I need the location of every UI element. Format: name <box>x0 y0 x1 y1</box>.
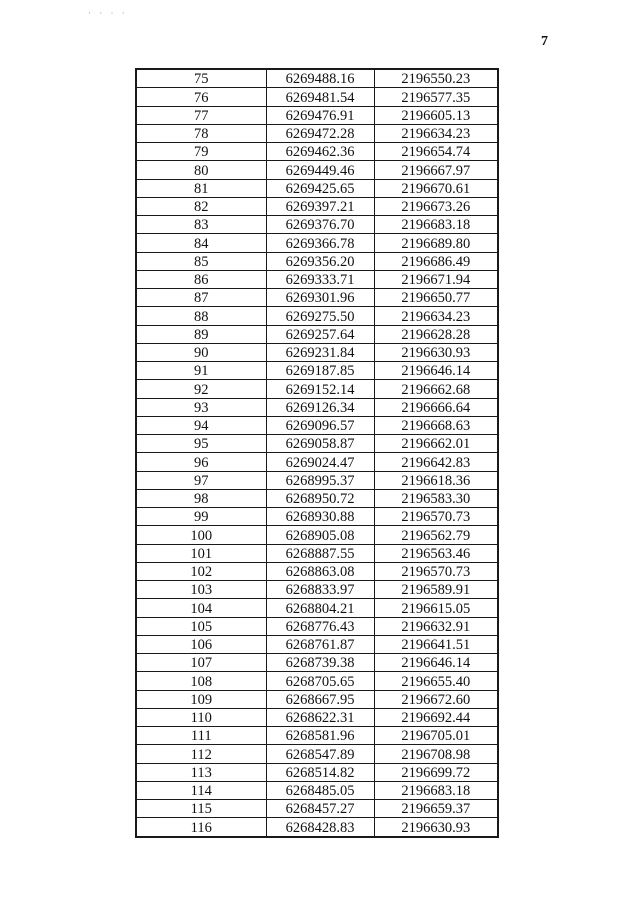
x-coordinate-cell: 6269333.71 <box>266 270 374 288</box>
y-coordinate-cell: 2196570.73 <box>374 508 498 526</box>
y-coordinate-cell: 2196654.74 <box>374 143 498 161</box>
table-row <box>136 307 498 325</box>
table-row <box>136 781 498 799</box>
table-row <box>136 362 498 380</box>
point-number-cell: 115 <box>136 800 266 818</box>
coordinates-table <box>135 68 499 838</box>
table-row <box>136 343 498 361</box>
point-number-cell: 106 <box>136 635 266 653</box>
point-number-cell: 102 <box>136 562 266 580</box>
x-coordinate-cell: 6268995.37 <box>266 471 374 489</box>
y-coordinate-cell: 2196589.91 <box>374 581 498 599</box>
x-coordinate-cell: 6269356.20 <box>266 252 374 270</box>
x-coordinate-cell: 6269096.57 <box>266 416 374 434</box>
y-coordinate-cell: 2196667.97 <box>374 161 498 179</box>
point-number-cell: 103 <box>136 581 266 599</box>
y-coordinate-cell: 2196668.63 <box>374 416 498 434</box>
y-coordinate-cell: 2196705.01 <box>374 727 498 745</box>
table-row <box>136 270 498 288</box>
y-coordinate-cell: 2196686.49 <box>374 252 498 270</box>
y-coordinate-cell: 2196570.73 <box>374 562 498 580</box>
y-coordinate-cell: 2196673.26 <box>374 197 498 215</box>
table-row <box>136 216 498 234</box>
point-number-cell: 84 <box>136 234 266 252</box>
point-number-cell: 109 <box>136 690 266 708</box>
table-row <box>136 690 498 708</box>
table-row <box>136 745 498 763</box>
x-coordinate-cell: 6269397.21 <box>266 197 374 215</box>
point-number-cell: 79 <box>136 143 266 161</box>
y-coordinate-cell: 2196699.72 <box>374 763 498 781</box>
point-number-cell: 107 <box>136 654 266 672</box>
x-coordinate-cell: 6269257.64 <box>266 325 374 343</box>
y-coordinate-cell: 2196672.60 <box>374 690 498 708</box>
x-coordinate-cell: 6268457.27 <box>266 800 374 818</box>
point-number-cell: 99 <box>136 508 266 526</box>
point-number-cell: 78 <box>136 124 266 142</box>
table-row <box>136 635 498 653</box>
y-coordinate-cell: 2196689.80 <box>374 234 498 252</box>
table-row <box>136 88 498 106</box>
point-number-cell: 86 <box>136 270 266 288</box>
y-coordinate-cell: 2196708.98 <box>374 745 498 763</box>
x-coordinate-cell: 6268667.95 <box>266 690 374 708</box>
y-coordinate-cell: 2196646.14 <box>374 654 498 672</box>
x-coordinate-cell: 6269481.54 <box>266 88 374 106</box>
y-coordinate-cell: 2196583.30 <box>374 489 498 507</box>
y-coordinate-cell: 2196659.37 <box>374 800 498 818</box>
x-coordinate-cell: 6269488.16 <box>266 69 374 88</box>
y-coordinate-cell: 2196628.28 <box>374 325 498 343</box>
x-coordinate-cell: 6268581.96 <box>266 727 374 745</box>
table-row <box>136 617 498 635</box>
point-number-cell: 98 <box>136 489 266 507</box>
table-row <box>136 398 498 416</box>
table-row <box>136 471 498 489</box>
table-row <box>136 763 498 781</box>
point-number-cell: 80 <box>136 161 266 179</box>
x-coordinate-cell: 6268833.97 <box>266 581 374 599</box>
x-coordinate-cell: 6268887.55 <box>266 544 374 562</box>
y-coordinate-cell: 2196650.77 <box>374 289 498 307</box>
y-coordinate-cell: 2196634.23 <box>374 307 498 325</box>
x-coordinate-cell: 6269449.46 <box>266 161 374 179</box>
point-number-cell: 113 <box>136 763 266 781</box>
y-coordinate-cell: 2196670.61 <box>374 179 498 197</box>
table-row <box>136 489 498 507</box>
table-row <box>136 581 498 599</box>
table-row <box>136 179 498 197</box>
y-coordinate-cell: 2196671.94 <box>374 270 498 288</box>
point-number-cell: 91 <box>136 362 266 380</box>
point-number-cell: 100 <box>136 526 266 544</box>
y-coordinate-cell: 2196646.14 <box>374 362 498 380</box>
point-number-cell: 81 <box>136 179 266 197</box>
point-number-cell: 90 <box>136 343 266 361</box>
y-coordinate-cell: 2196642.83 <box>374 453 498 471</box>
y-coordinate-cell: 2196577.35 <box>374 88 498 106</box>
point-number-cell: 93 <box>136 398 266 416</box>
y-coordinate-cell: 2196550.23 <box>374 69 498 88</box>
table-row <box>136 599 498 617</box>
x-coordinate-cell: 6268804.21 <box>266 599 374 617</box>
point-number-cell: 75 <box>136 69 266 88</box>
y-coordinate-cell: 2196692.44 <box>374 708 498 726</box>
table-row <box>136 526 498 544</box>
x-coordinate-cell: 6269462.36 <box>266 143 374 161</box>
point-number-cell: 82 <box>136 197 266 215</box>
point-number-cell: 85 <box>136 252 266 270</box>
point-number-cell: 96 <box>136 453 266 471</box>
x-coordinate-cell: 6269366.78 <box>266 234 374 252</box>
point-number-cell: 111 <box>136 727 266 745</box>
x-coordinate-cell: 6268428.83 <box>266 818 374 837</box>
y-coordinate-cell: 2196615.05 <box>374 599 498 617</box>
point-number-cell: 104 <box>136 599 266 617</box>
x-coordinate-cell: 6269425.65 <box>266 179 374 197</box>
y-coordinate-cell: 2196563.46 <box>374 544 498 562</box>
point-number-cell: 88 <box>136 307 266 325</box>
x-coordinate-cell: 6268776.43 <box>266 617 374 635</box>
x-coordinate-cell: 6269231.84 <box>266 343 374 361</box>
x-coordinate-cell: 6269301.96 <box>266 289 374 307</box>
x-coordinate-cell: 6269058.87 <box>266 435 374 453</box>
table-row <box>136 800 498 818</box>
y-coordinate-cell: 2196641.51 <box>374 635 498 653</box>
point-number-cell: 114 <box>136 781 266 799</box>
x-coordinate-cell: 6268950.72 <box>266 489 374 507</box>
y-coordinate-cell: 2196630.93 <box>374 343 498 361</box>
x-coordinate-cell: 6268863.08 <box>266 562 374 580</box>
table-row <box>136 654 498 672</box>
table-row <box>136 106 498 124</box>
y-coordinate-cell: 2196605.13 <box>374 106 498 124</box>
point-number-cell: 110 <box>136 708 266 726</box>
point-number-cell: 89 <box>136 325 266 343</box>
table-row <box>136 124 498 142</box>
x-coordinate-cell: 6269152.14 <box>266 380 374 398</box>
x-coordinate-cell: 6268514.82 <box>266 763 374 781</box>
y-coordinate-cell: 2196655.40 <box>374 672 498 690</box>
table-row <box>136 544 498 562</box>
x-coordinate-cell: 6269472.28 <box>266 124 374 142</box>
y-coordinate-cell: 2196662.68 <box>374 380 498 398</box>
x-coordinate-cell: 6268622.31 <box>266 708 374 726</box>
point-number-cell: 97 <box>136 471 266 489</box>
point-number-cell: 92 <box>136 380 266 398</box>
x-coordinate-cell: 6269187.85 <box>266 362 374 380</box>
point-number-cell: 105 <box>136 617 266 635</box>
table-row <box>136 672 498 690</box>
table-row <box>136 380 498 398</box>
point-number-cell: 116 <box>136 818 266 837</box>
table-row <box>136 252 498 270</box>
y-coordinate-cell: 2196632.91 <box>374 617 498 635</box>
table-row <box>136 289 498 307</box>
x-coordinate-cell: 6269126.34 <box>266 398 374 416</box>
page-number: 7 <box>541 34 548 49</box>
y-coordinate-cell: 2196634.23 <box>374 124 498 142</box>
table-row <box>136 453 498 471</box>
point-number-cell: 77 <box>136 106 266 124</box>
x-coordinate-cell: 6268705.65 <box>266 672 374 690</box>
point-number-cell: 108 <box>136 672 266 690</box>
x-coordinate-cell: 6269275.50 <box>266 307 374 325</box>
x-coordinate-cell: 6269024.47 <box>266 453 374 471</box>
y-coordinate-cell: 2196618.36 <box>374 471 498 489</box>
coordinates-table-body <box>136 69 498 837</box>
y-coordinate-cell: 2196562.79 <box>374 526 498 544</box>
table-row <box>136 69 498 88</box>
x-coordinate-cell: 6269476.91 <box>266 106 374 124</box>
table-row <box>136 234 498 252</box>
point-number-cell: 83 <box>136 216 266 234</box>
table-row <box>136 727 498 745</box>
point-number-cell: 101 <box>136 544 266 562</box>
table-row <box>136 708 498 726</box>
x-coordinate-cell: 6268761.87 <box>266 635 374 653</box>
table-row <box>136 197 498 215</box>
point-number-cell: 76 <box>136 88 266 106</box>
table-row <box>136 508 498 526</box>
table-row <box>136 818 498 837</box>
table-row <box>136 161 498 179</box>
y-coordinate-cell: 2196666.64 <box>374 398 498 416</box>
table-row <box>136 325 498 343</box>
table-row <box>136 562 498 580</box>
point-number-cell: 95 <box>136 435 266 453</box>
point-number-cell: 94 <box>136 416 266 434</box>
x-coordinate-cell: 6268905.08 <box>266 526 374 544</box>
y-coordinate-cell: 2196630.93 <box>374 818 498 837</box>
table-row <box>136 416 498 434</box>
x-coordinate-cell: 6269376.70 <box>266 216 374 234</box>
x-coordinate-cell: 6268485.05 <box>266 781 374 799</box>
table-row <box>136 435 498 453</box>
y-coordinate-cell: 2196683.18 <box>374 781 498 799</box>
x-coordinate-cell: 6268930.88 <box>266 508 374 526</box>
y-coordinate-cell: 2196662.01 <box>374 435 498 453</box>
x-coordinate-cell: 6268739.38 <box>266 654 374 672</box>
scan-artifact: · · · · <box>88 8 128 18</box>
x-coordinate-cell: 6268547.89 <box>266 745 374 763</box>
y-coordinate-cell: 2196683.18 <box>374 216 498 234</box>
point-number-cell: 87 <box>136 289 266 307</box>
table-row <box>136 143 498 161</box>
point-number-cell: 112 <box>136 745 266 763</box>
